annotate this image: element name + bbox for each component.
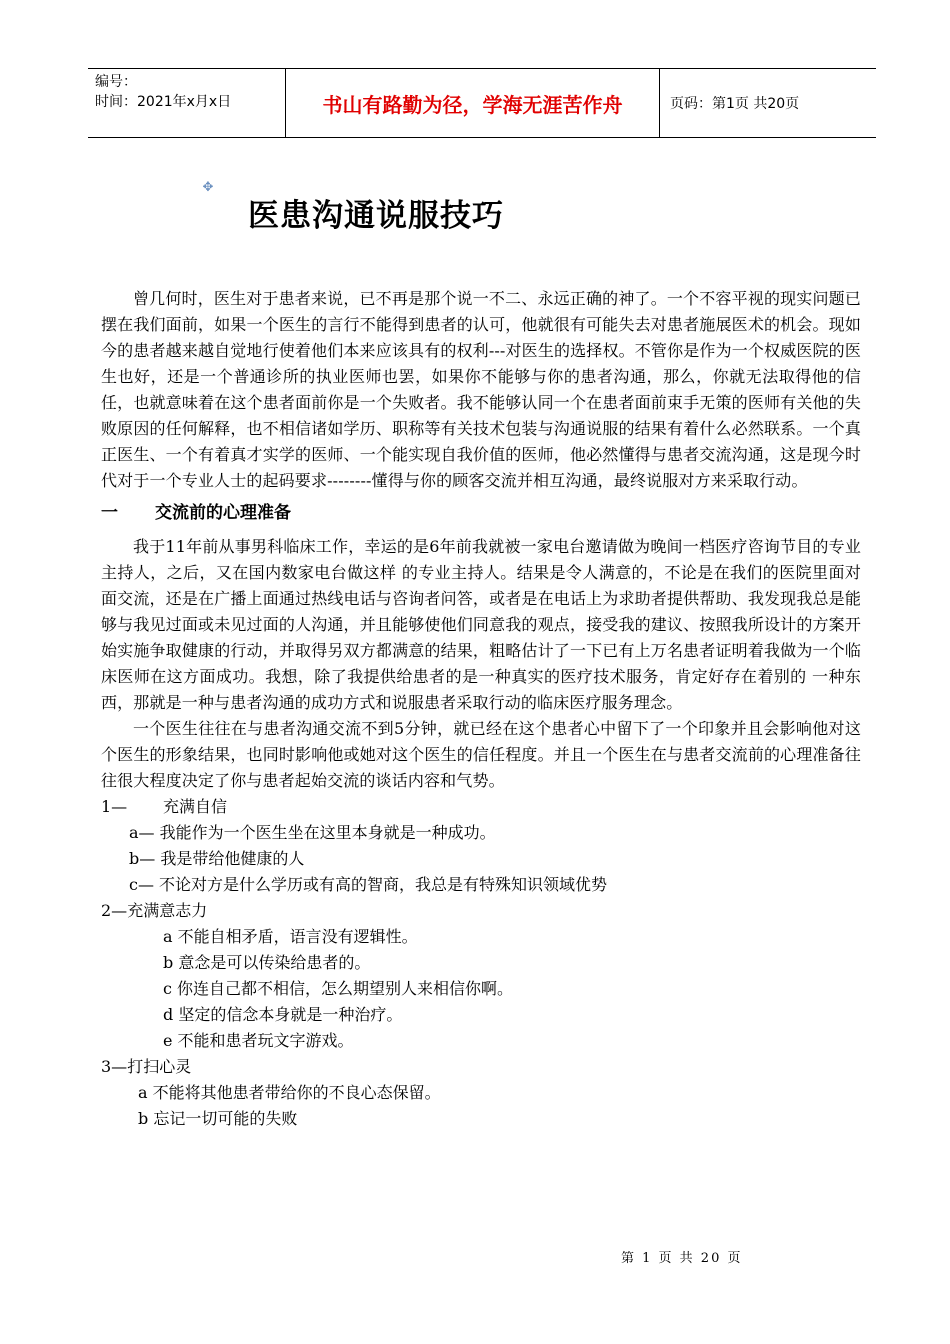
list-item-1: [101, 794, 861, 820]
sub-item: b 忘记一切可能的失败: [138, 1109, 298, 1128]
list-item-title: 打扫心灵: [127, 1057, 192, 1076]
document-header: [88, 68, 876, 138]
list-item-number: 3—: [101, 1057, 128, 1076]
sub-item: b— 我是带给他健康的人: [129, 849, 305, 868]
section-title: 交流前的心理准备: [155, 503, 291, 523]
list-item-3: [101, 1054, 861, 1080]
move-icon[interactable]: ✥: [202, 180, 214, 195]
sub-item: a 不能自相矛盾，语言没有逻辑性。: [163, 927, 418, 946]
section-heading: [101, 498, 861, 528]
intro-paragraph: 曾几何时，医生对于患者来说，已不再是那个说一不二、永远正确的神了。一个不容平视的现实问题已摆在我们面前，如果一个医生的言行不能得到患者的认可，他就很有可能失去对患者施展医术的机会。现如今的患者越来越自觉地行使着他们本来应该具有的权利---对医生的选择权。不管你是作为一个权威医院的医生也好，还是一个普通诊所的执业医师也罢，如果你不能够与你的患者沟通，那么，你就无法取得他的信任，也就意味着在这个患者面前你是一个失败者。我不能够认同一个在患者面前束手无策的医师有关他的失败原因的任何解释，也不相信诸如学历、职称等有关技术包装与沟通说服的结果有着什么必然联系。一个真正医生、一个有着真才实学的医师、一个能实现自我价值的医师，他必然懂得与患者交流沟通，这是现今时代对于一个专业人士的起码要求--------懂得与你的顾客交流并相互沟通，最终说服对方来采取行动。: [101, 289, 861, 490]
sub-item: a 不能将其他患者带给你的不良心态保留。: [138, 1083, 441, 1102]
section-paragraph-2: 一个医生往往在与患者沟通交流不到5分钟，就已经在这个患者心中留下了一个印象并且会影响他对这个医生的形象结果，也同时影响他或她对这个医生的信任程度。并且一个医生在与患者交流前的心理准备往往很大程度决定了你与患者起始交流的谈话内容和气势。: [101, 719, 861, 790]
sub-item: e 不能和患者玩文字游戏。: [163, 1031, 354, 1050]
page-footer: 第 1 页 共 20 页: [621, 1251, 743, 1266]
header-motto: 书山有路勤为径，学海无涯苦作舟: [286, 69, 660, 137]
sub-item: c— 不论对方是什么学历或有高的智商，我总是有特殊知识领域优势: [129, 875, 608, 894]
header-number: 编号：: [95, 74, 137, 90]
header-meta: [88, 69, 286, 137]
sub-item: a— 我能作为一个医生坐在这里本身就是一种成功。: [129, 823, 496, 842]
header-page-info: 页码：第1页 共20页: [670, 96, 800, 112]
list-item-2: [101, 898, 861, 924]
sub-item: d 坚定的信念本身就是一种治疗。: [163, 1005, 403, 1024]
list-item-title: 充满意志力: [127, 901, 208, 920]
list-item-number: 1—: [101, 797, 128, 816]
document-title: 医患沟通说服技巧: [248, 198, 504, 234]
header-time: 时间：2021年x月x日: [95, 94, 232, 110]
sub-item: b 意念是可以传染给患者的。: [163, 953, 371, 972]
sub-item: c 你连自己都不相信，怎么期望别人来相信你啊。: [163, 979, 514, 998]
section-number: 一: [101, 503, 118, 523]
list-item-number: 2—: [101, 901, 128, 920]
section-paragraph-1: 我于11年前从事男科临床工作，幸运的是6年前我就被一家电台邀请做为晚间一档医疗咨询节目的专业主持人，之后，又在国内数家电台做这样 的专业主持人。结果是令人满意的，不论是在我们的医院里面对面交流，还是在广播上面通过热线电话与咨询者问答，或者是在电话上为求助者提供帮助、我发现我总是能够与我见过面或未见过面的人沟通，并且能够使他们同意我的观点，接受我的建议、按照我所设计的方案开始实施争取健康的行动，并取得另双方都满意的结果，粗略估计了一下已有上万名患者证明着我做为一个临床医师在这方面成功。我想，除了我提供给患者的是一种真实的医疗技术服务，肯定好存在着别的 一种东西，那就是一种与患者沟通的成功方式和说服患者采取行动的临床医疗服务理念。: [101, 537, 861, 712]
list-item-title: 充满自信: [163, 797, 228, 816]
document-body: [101, 286, 861, 1132]
